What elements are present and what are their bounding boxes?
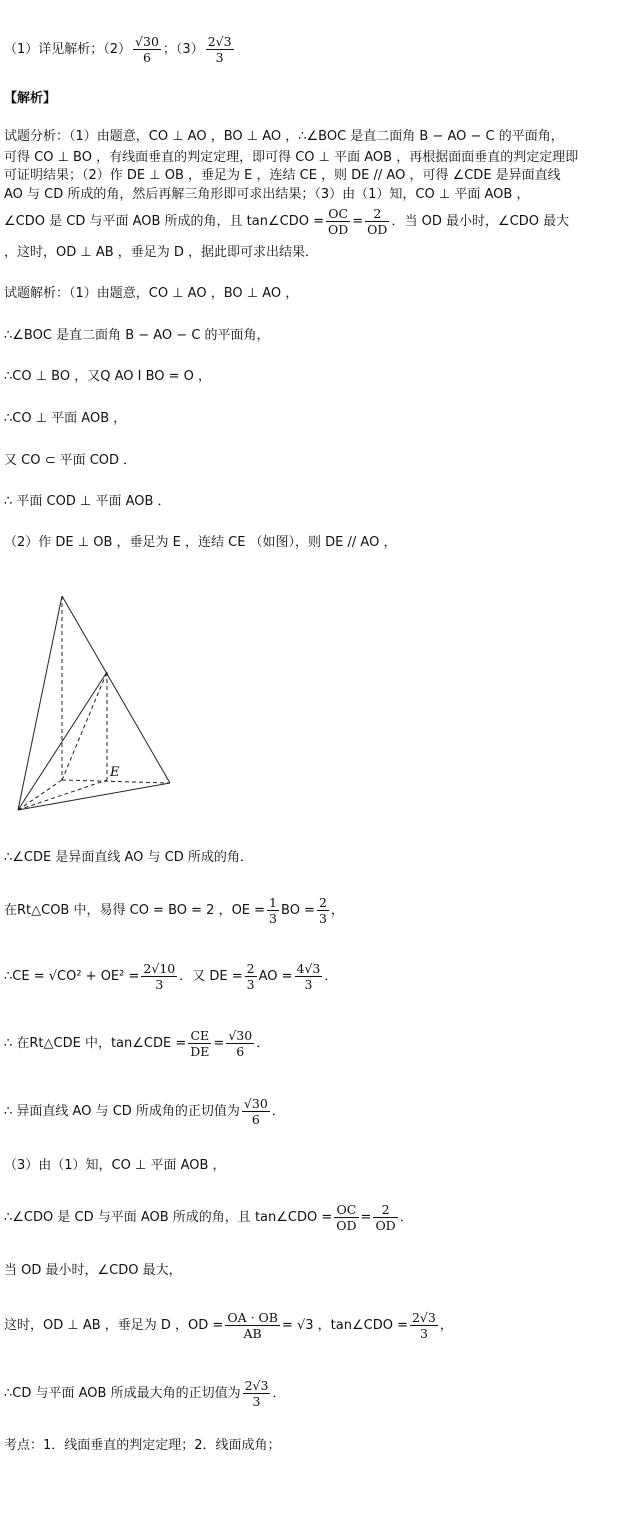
s17-tail: ．: [272, 1386, 286, 1401]
geometry-figure: [10, 588, 180, 818]
s14-tail: ．: [399, 1210, 413, 1225]
edge-cd: [18, 672, 107, 810]
solution-line-8: ∴∠CDE 是异面直线 AO 与 CD 所成的角．: [4, 850, 253, 865]
edge-ce-dashed: [18, 780, 107, 810]
answer-text: （1）详见解析；（2）: [4, 42, 132, 57]
edge-ao: [18, 596, 62, 810]
s14-text: ∴∠CDO 是 CD 与平面 AOB 所成的角，且 tan∠CDO =: [4, 1210, 333, 1225]
solution-line-16: [4, 1310, 453, 1341]
s12-text: ∴ 异面直线 AO 与 CD 所成角的正切值为: [4, 1104, 240, 1119]
solution-line-4: ∴CO ⊥ 平面 AOB ，: [4, 411, 127, 426]
s10-de: ．又 DE =: [179, 969, 243, 984]
fraction-2-od-b: $\frac{2}{OD}$: [375, 1202, 396, 1233]
solution-line-6: ∴ 平面 COD ⊥ 平面 AOB ．: [4, 494, 171, 509]
analysis-line-5-tail: ．当 OD 最小时，∠CDO 最大: [391, 214, 570, 229]
s10-tail: ．: [324, 969, 338, 984]
solution-line-5: 又 CO ⊂ 平面 COD ．: [4, 453, 137, 468]
s16-mid: = √3 ，tan∠CDO =: [281, 1318, 408, 1333]
fraction-2-3-b: $\frac{2}{3}$: [246, 961, 255, 992]
s10-ao: AO =: [258, 969, 293, 984]
answer-fraction-1: $\frac{√30}{6}$: [135, 34, 159, 65]
fraction-sqrt30-6: $\frac{√30}{6}$: [228, 1028, 253, 1059]
fraction-oc-od: $\frac{OC}{OD}$: [327, 206, 349, 237]
fraction-2-od: $\frac{2}{OD}$: [367, 206, 388, 237]
analysis-line-2: 可得 CO ⊥ BO ，有线面垂直的判定定理，即可得 CO ⊥ 平面 AOB ，再根据面面垂直的判定定理即: [4, 150, 579, 165]
s9-text: 在Rt△COB 中，易得 CO = BO = 2 ，OE =: [4, 903, 266, 918]
s16-tail: ，: [439, 1318, 453, 1333]
s9-tail: ，: [330, 903, 344, 918]
fraction-oc-od-b: $\frac{OC}{OD}$: [336, 1202, 357, 1233]
equals: =: [352, 214, 364, 229]
edge-od-dashed: [62, 672, 107, 780]
s9-mid: BO =: [281, 903, 315, 918]
analysis-line-6: ，这时，OD ⊥ AB ，垂足为 D ，据此即可求出结果．: [4, 245, 319, 260]
key-points: 考点：1．线面垂直的判定定理；2．线面成角；: [4, 1438, 281, 1453]
solution-line-10: [4, 961, 337, 992]
fraction-ce-de: $\frac{CE}{DE}$: [190, 1028, 210, 1059]
analysis-line-3: 可证明结果；（2）作 DE ⊥ OB ，垂足为 E ，连结 CE ，则 DE // AO ，可得 ∠CDE 是异面直线: [4, 168, 561, 183]
solution-line-9: [4, 895, 344, 926]
solution-line-17: [4, 1378, 285, 1409]
solution-line-1: 试题解析：（1）由题意，CO ⊥ AO ，BO ⊥ AO ，: [4, 286, 299, 301]
fraction-2-3: $\frac{2}{3}$: [318, 895, 327, 926]
solution-line-11: [4, 1028, 269, 1059]
fraction-4sqrt3-3: $\frac{4√3}{3}$: [296, 961, 321, 992]
solution-line-12: [4, 1096, 285, 1127]
section-header: 【解析】: [4, 91, 57, 106]
s11-text: ∴ 在Rt△CDE 中，tan∠CDE =: [4, 1036, 187, 1051]
answer-separator: ；（3）: [162, 42, 204, 57]
s17-text: ∴CD 与平面 AOB 所成最大角的正切值为: [4, 1386, 241, 1401]
s16-text: 这时，OD ⊥ AB ，垂足为 D ，OD =: [4, 1318, 224, 1333]
solution-line-15: 当 OD 最小时，∠CDO 最大，: [4, 1263, 182, 1278]
edge-ob-dashed: [62, 780, 170, 783]
solution-line-14: [4, 1202, 413, 1233]
fraction-2sqrt10-3: $\frac{2√10}{3}$: [143, 961, 176, 992]
solution-line-2: ∴∠BOC 是直二面角 B − AO − C 的平面角，: [4, 328, 270, 343]
edge-oc-dashed: [18, 780, 62, 810]
solution-line-7: （2）作 DE ⊥ OB ，垂足为 E ，连结 CE （如图），则 DE // AO ，: [4, 535, 397, 550]
point-e-label: E: [110, 765, 120, 780]
analysis-line-5-text: ∠CDO 是 CD 与平面 AOB 所成的角，且 tan∠CDO =: [4, 214, 324, 229]
analysis-line-5: [4, 206, 569, 237]
fraction-oa-ob-ab: $\frac{OA \cdot OB}{AB}$: [227, 1310, 278, 1341]
analysis-line-4: AO 与 CD 所成的角，然后再解三角形即可求出结果；（3）由（1）知，CO ⊥ 平面 AOB ，: [4, 187, 530, 202]
fraction-sqrt30-6-b: $\frac{√30}{6}$: [243, 1096, 268, 1127]
solution-line-3: ∴CO ⊥ BO ，又Q AO I BO = O ，: [4, 369, 212, 384]
s10-eq: =: [128, 969, 140, 984]
analysis-line-1: 试题分析：（1）由题意，CO ⊥ AO ，BO ⊥ AO ，∴∠BOC 是直二面角 B − AO − C 的平面角，: [4, 129, 564, 144]
radical-ce: √CO² + OE²: [48, 969, 125, 984]
answer-fraction-2: $\frac{2√3}{3}$: [207, 34, 232, 65]
s11-tail: ．: [256, 1036, 270, 1051]
solution-line-13: （3）由（1）知，CO ⊥ 平面 AOB ，: [4, 1158, 226, 1173]
s14-eq: =: [360, 1210, 372, 1225]
s10-text: ∴CE =: [4, 969, 45, 984]
fraction-1-3: $\frac{1}{3}$: [269, 895, 277, 926]
edge-ab-outline: [62, 596, 170, 783]
answer-line: [4, 34, 236, 65]
fraction-2sqrt3-3: $\frac{2√3}{3}$: [411, 1310, 436, 1341]
edge-base: [18, 783, 170, 810]
s11-eq: =: [213, 1036, 225, 1051]
fraction-2sqrt3-3-b: $\frac{2√3}{3}$: [244, 1378, 269, 1409]
s12-tail: ．: [271, 1104, 285, 1119]
